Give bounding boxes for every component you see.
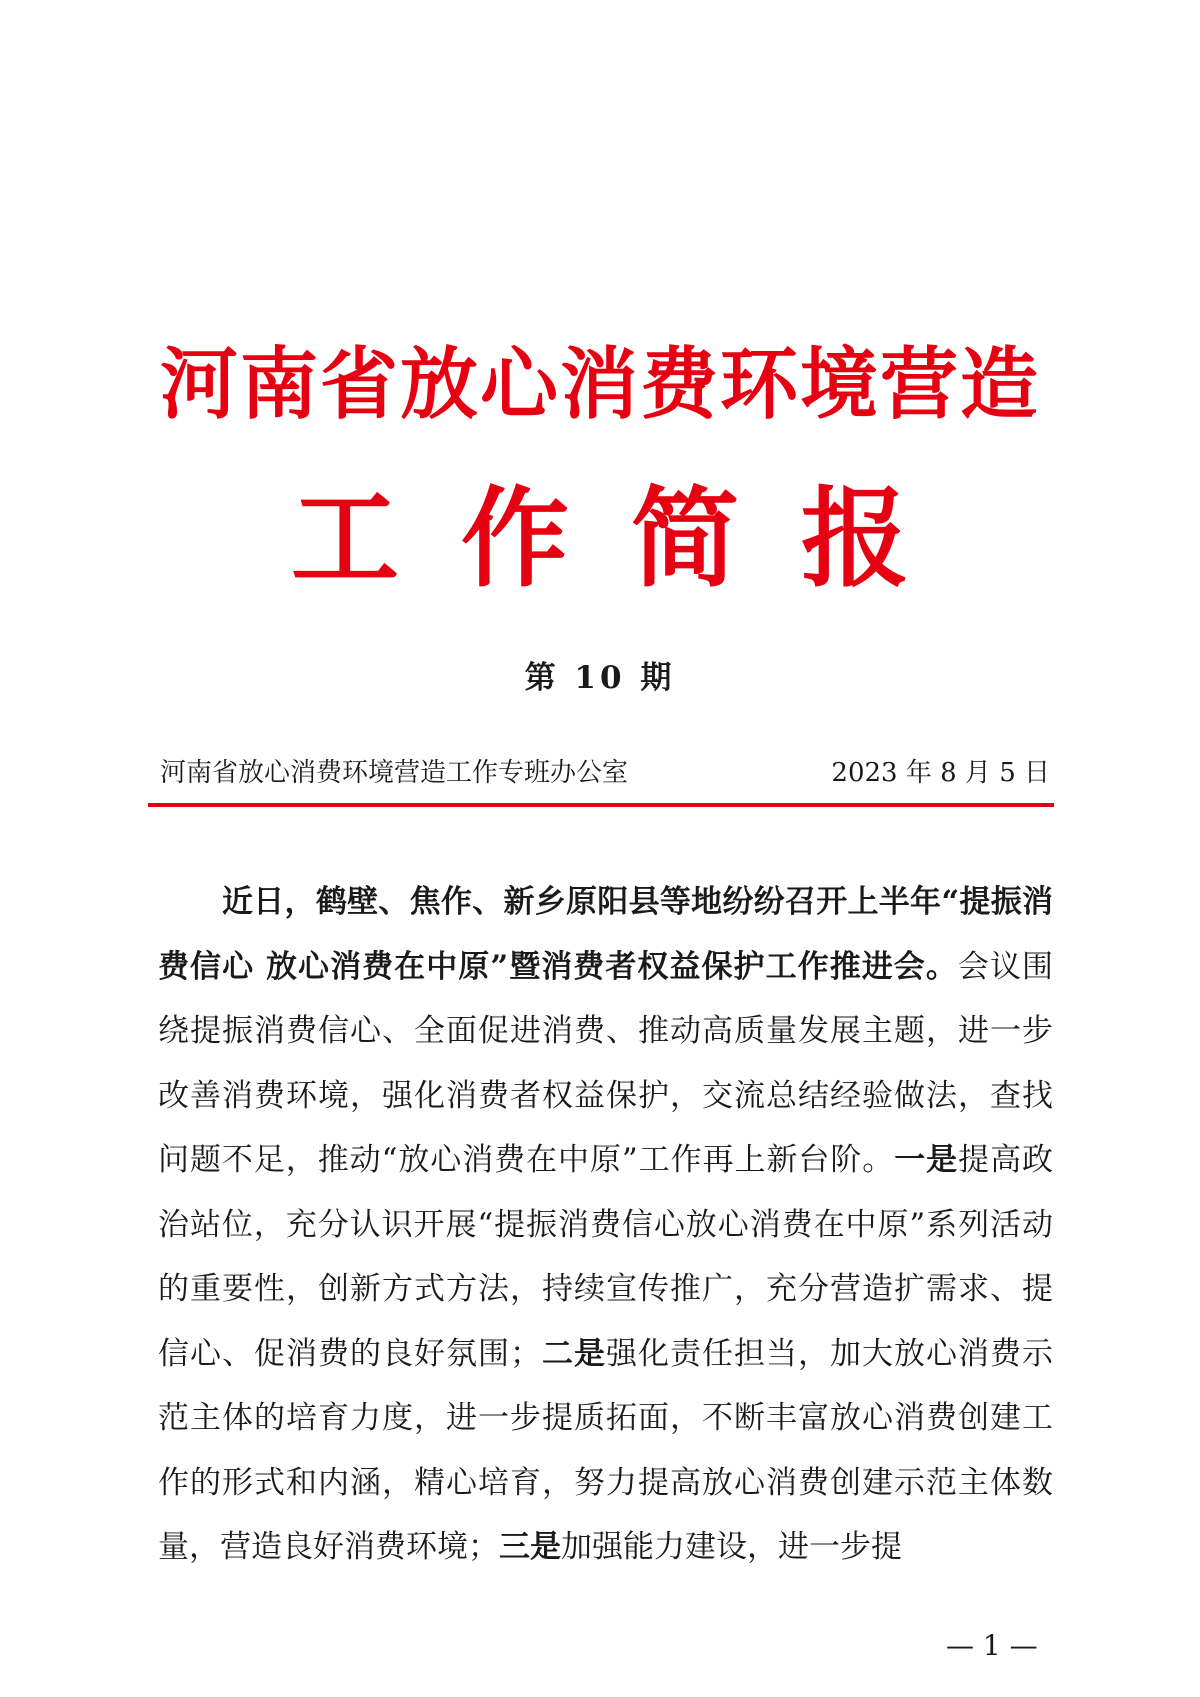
point-3-text: 加强能力建设，进一步提 — [561, 1529, 902, 1565]
body-text-1: 会议围绕提振消费信心、全面促进消费、推动高质量发展主题，进一步改善消费环境，强化消费者权益保护，交流总结经验做法，查找问题不足，推动“放心消费在中原”工作再上新台阶。 — [158, 948, 1054, 1178]
issuer-row — [160, 752, 1050, 789]
point-1-label: 一是 — [894, 1142, 959, 1178]
point-3-label: 三是 — [499, 1529, 561, 1565]
page-number: — 1 — — [946, 1629, 1038, 1662]
briefing-title-line1: 河南省放心消费环境营造 — [159, 340, 1040, 430]
briefing-title-line2: 工作简报 — [290, 476, 971, 602]
point-1-text: 提高政治站位，充分认识开展“提振消费信心放心消费在中原”系列活动的重要性，创新方式方法，持续宣传推广，充分营造扩需求、提信心、促消费的良好氛围； — [158, 1142, 1054, 1372]
point-2-text: 强化责任担当，加大放心消费示范主体的培育力度，进一步提质拓面，不断丰富放心消费创建工作的形式和内涵，精心培育，努力提高放心消费创建示范主体数量，营造良好消费环境； — [158, 1335, 1053, 1565]
issue-number: 第 10 期 — [524, 660, 676, 696]
point-2-label: 二是 — [541, 1335, 606, 1372]
body-paragraph — [158, 870, 1053, 1580]
red-separator-line — [148, 803, 1054, 807]
issuing-office: 河南省放心消费环境营造工作专班办公室 — [160, 758, 629, 788]
lead-sentence: 近日，鹤壁、焦作、新乡原阳县等地纷纷召开上半年“提振消费信心 放心消费在中原”暨消费者权益保护工作推进会。 — [158, 884, 1053, 985]
issue-date: 2023 年 8 月 5 日 — [831, 758, 1050, 788]
